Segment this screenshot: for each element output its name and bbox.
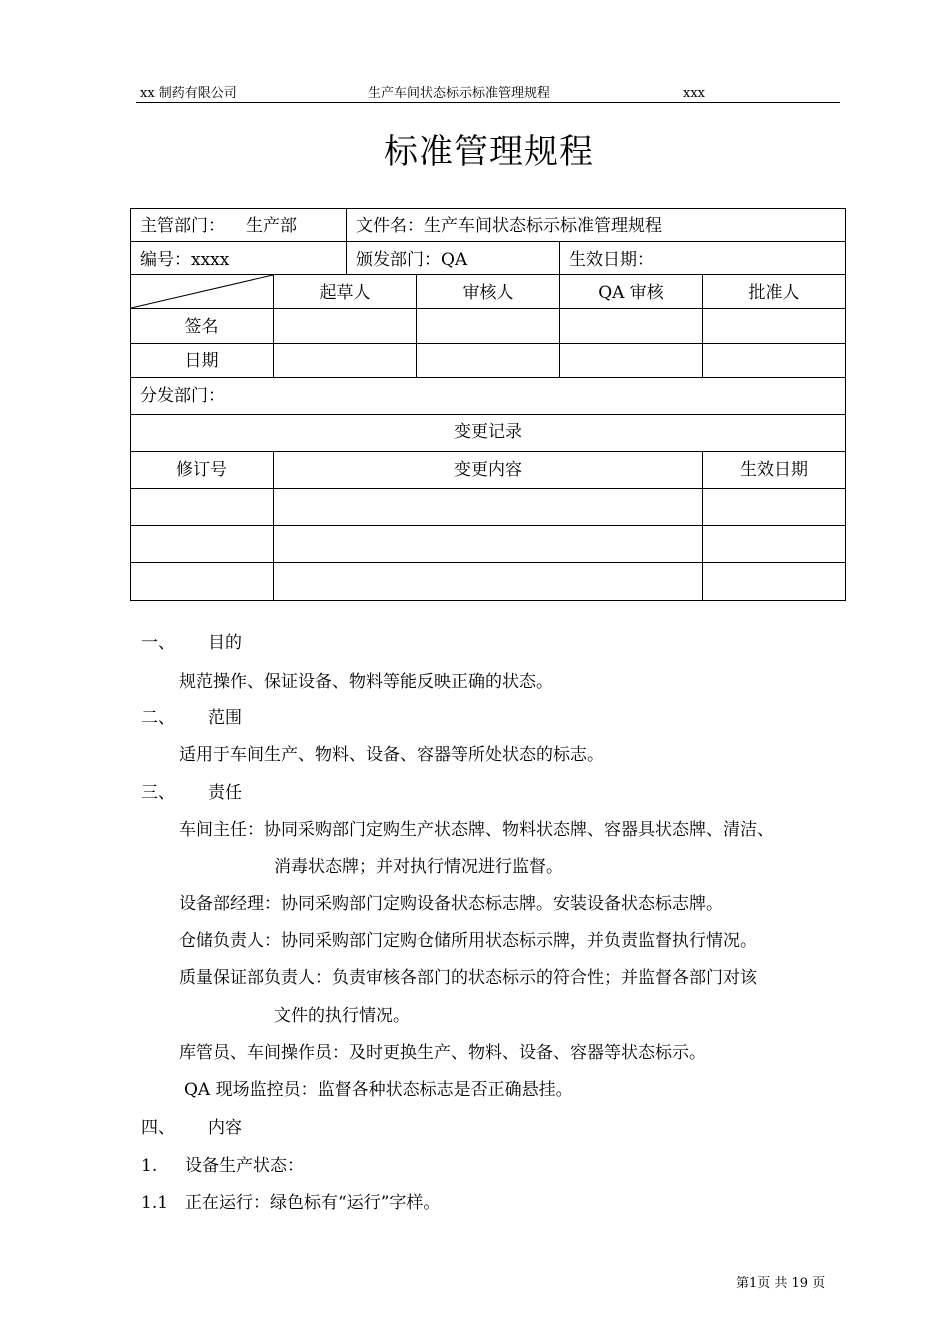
content-1-1-text: 正在运行：绿色标有“运行”字样。	[185, 1193, 441, 1213]
resp-qa-lead-cont: 文件的执行情况。	[274, 1006, 410, 1026]
change-header-date: 生效日期	[740, 460, 808, 480]
header-divider	[136, 102, 840, 103]
section-4-number: 四、	[141, 1118, 175, 1138]
role-qa-review: QA 审核	[598, 283, 664, 303]
page-title: 标准管理规程	[384, 132, 594, 172]
resp-workshop-director-cont: 消毒状态牌；并对执行情况进行监督。	[274, 857, 563, 877]
sign-label: 签名	[184, 317, 219, 337]
resp-warehouse-lead: 仓储负责人：协同采购部门定购仓储所用状态标示牌，并负责监督执行情况。	[179, 931, 757, 951]
section-4-title: 内容	[208, 1118, 242, 1138]
section-2-text: 适用于车间生产、物料、设备、容器等所处状态的标志。	[179, 745, 604, 765]
document-control-table	[130, 208, 846, 601]
filename: 文件名：生产车间状态标示标准管理规程	[356, 216, 662, 236]
distribution-label: 分发部门：	[140, 386, 225, 406]
section-1-text: 规范操作、保证设备、物料等能反映正确的状态。	[179, 672, 553, 692]
effective-date: 生效日期：	[569, 250, 654, 270]
dept-label: 主管部门：	[140, 216, 225, 236]
section-1-title: 目的	[208, 633, 242, 653]
section-2-title: 范围	[208, 708, 242, 728]
date-label: 日期	[184, 351, 219, 371]
resp-equipment-manager: 设备部经理：协同采购部门定购设备状态标志牌。安装设备状态标志牌。	[179, 894, 723, 914]
role-reviewer: 审核人	[462, 283, 514, 303]
issue-dept: 颁发部门：QA	[356, 250, 468, 270]
diagonal-divider	[130, 274, 274, 309]
role-drafter: 起草人	[319, 283, 371, 303]
change-record-title: 变更记录	[454, 422, 522, 442]
header-doc-title: 生产车间状态标示标准管理规程	[368, 86, 551, 101]
content-1-number: 1.	[141, 1156, 158, 1176]
resp-qa-monitor: QA 现场监控员：监督各种状态标志是否正确悬挂。	[184, 1080, 573, 1100]
page-number: 第1页 共 19 页	[736, 1276, 826, 1291]
content-1-text: 设备生产状态：	[185, 1156, 304, 1176]
resp-qa-lead: 质量保证部负责人：负责审核各部门的状态标示的符合性；并监督各部门对该	[179, 968, 757, 988]
header-company: xx 制药有限公司	[140, 86, 237, 101]
dept-value: 生产部	[246, 216, 297, 236]
role-approver: 批准人	[748, 283, 800, 303]
change-header-content: 变更内容	[454, 460, 522, 480]
resp-operators: 库管员、车间操作员：及时更换生产、物料、设备、容器等状态标示。	[179, 1043, 706, 1063]
section-2-number: 二、	[141, 708, 175, 728]
header-code: xxx	[683, 86, 705, 101]
section-3-number: 三、	[141, 783, 175, 803]
resp-workshop-director: 车间主任：协同采购部门定购生产状态牌、物料状态牌、容器具状态牌、清洁、	[179, 820, 774, 840]
section-3-title: 责任	[208, 783, 242, 803]
section-1-number: 一、	[141, 633, 175, 653]
doc-number: 编号：xxxx	[140, 250, 230, 270]
content-1-1-number: 1.1	[141, 1193, 169, 1213]
change-header-revision: 修订号	[176, 460, 227, 480]
